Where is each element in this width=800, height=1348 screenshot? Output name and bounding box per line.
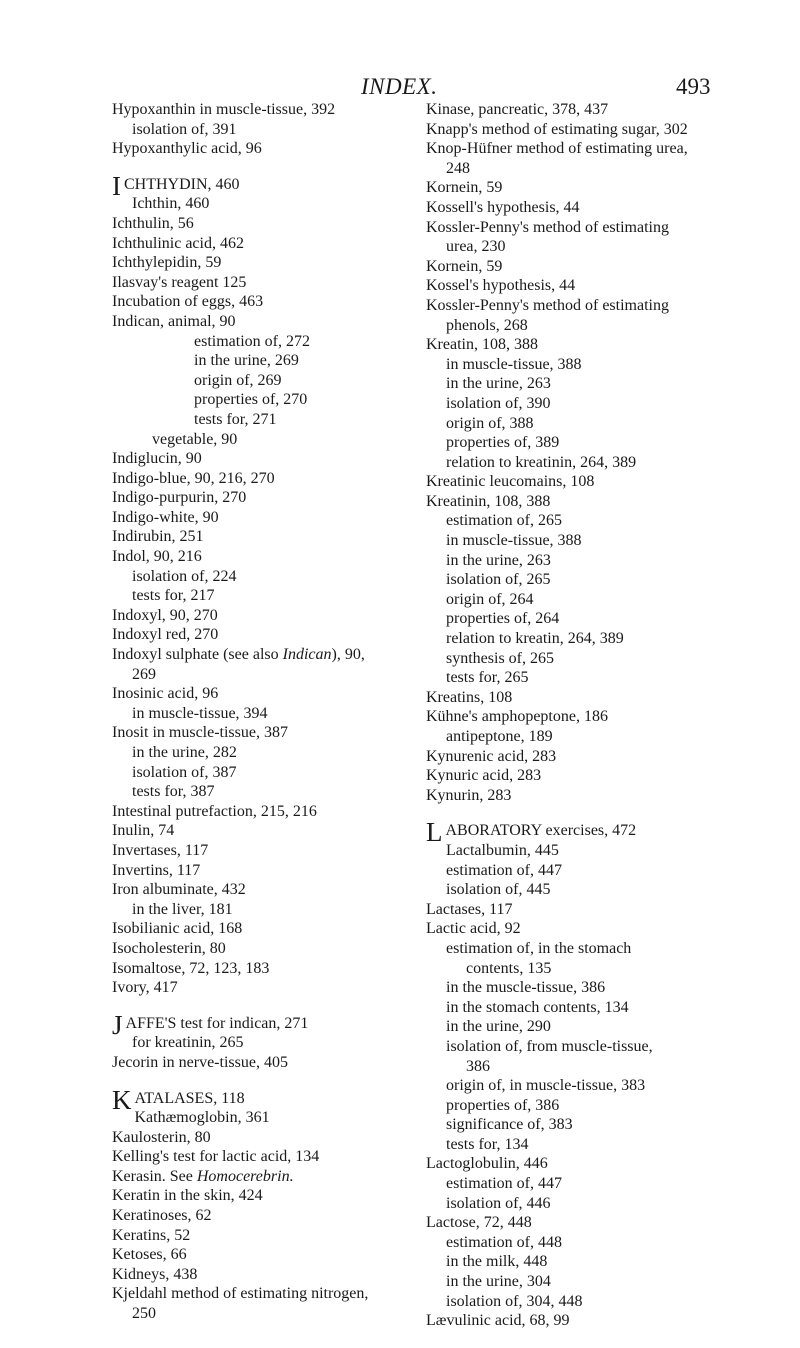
- index-entry: Isocholesterin, 80: [112, 939, 226, 957]
- index-subentry: in the liver, 181: [132, 900, 233, 918]
- index-continuation: 269: [132, 665, 156, 683]
- index-entry: Indigo-blue, 90, 216, 270: [112, 469, 275, 487]
- index-subentry: in the urine, 269: [194, 352, 299, 370]
- index-entry: Indoxyl, 90, 270: [112, 606, 218, 624]
- index-subentry: estimation of, 265: [446, 512, 562, 530]
- index-entry: Ichthulinic acid, 462: [112, 234, 244, 252]
- index-subentry: tests for, 134: [446, 1135, 529, 1153]
- entry-text: Kerasin. See: [112, 1167, 197, 1185]
- index-entry: Invertins, 117: [112, 861, 201, 879]
- index-subentry: in the stomach contents, 134: [446, 998, 629, 1016]
- index-entry: Ichthin, 460: [132, 195, 210, 213]
- index-subentry: in the urine, 263: [446, 375, 551, 393]
- page-number: 493: [676, 74, 711, 99]
- index-subentry: isolation of, 224: [132, 567, 237, 585]
- index-entry: Knapp's method of estimating sugar, 302: [426, 120, 688, 138]
- index-continuation: phenols, 268: [446, 316, 528, 334]
- index-subentry: estimation of, 448: [446, 1233, 562, 1251]
- index-entry: Ichthylepidin, 59: [112, 254, 222, 272]
- index-subentry: tests for, 271: [194, 410, 277, 428]
- index-entry: Keratin in the skin, 424: [112, 1187, 263, 1205]
- index-subentry: isolation of, 390: [446, 394, 551, 412]
- index-subentry: in muscle-tissue, 388: [446, 355, 582, 373]
- index-entry: Kaulosterin, 80: [112, 1128, 211, 1146]
- index-entry: Kelling's test for lactic acid, 134: [112, 1148, 320, 1166]
- index-subentry: vegetable, 90: [152, 430, 238, 448]
- index-entry-indoxyl-sulphate: [112, 645, 430, 665]
- index-subentry: isolation of, from muscle-tissue,: [446, 1037, 653, 1055]
- index-subentry: properties of, 270: [194, 391, 308, 409]
- index-entry: Ilasvay's reagent 125: [112, 273, 247, 291]
- section-gap: [112, 998, 430, 1014]
- index-subentry: in the urine, 263: [446, 551, 551, 569]
- section-gap: [112, 159, 430, 175]
- index-entry: Incubation of eggs, 463: [112, 293, 264, 311]
- index-entry: Ketoses, 66: [112, 1246, 187, 1264]
- index-entry: Lactases, 117: [426, 900, 513, 918]
- index-entry: Inulin, 74: [112, 822, 175, 840]
- index-continuation: 250: [132, 1305, 156, 1323]
- entry-text: Indoxyl sulphate (see also: [112, 646, 283, 664]
- index-subentry: tests for, 265: [446, 669, 529, 687]
- index-subentry: origin of, 388: [446, 414, 534, 432]
- index-entry: Indol, 90, 216: [112, 548, 202, 566]
- index-entry: Jecorin in nerve-tissue, 405: [112, 1053, 288, 1071]
- index-entry: Kossel's hypothesis, 44: [426, 277, 576, 295]
- index-entry: Iron albuminate, 432: [112, 881, 246, 899]
- index-column-left: [112, 100, 430, 1324]
- index-subentry: isolation of, 265: [446, 571, 551, 589]
- index-entry: Isobilianic acid, 168: [112, 920, 243, 938]
- index-entry-kerasin: [112, 1167, 430, 1187]
- index-entry: Indoxyl red, 270: [112, 626, 219, 644]
- drop-cap: I: [112, 170, 121, 201]
- index-subentry: antipeptone, 189: [446, 728, 553, 745]
- index-subentry: relation to kreatinin, 264, 389: [446, 453, 637, 471]
- index-subentry: properties of, 264: [446, 610, 560, 628]
- index-subentry: isolation of, 391: [132, 120, 237, 138]
- index-entry: Kühne's amphopeptone, 186: [426, 708, 608, 726]
- index-entry: Indican, animal, 90: [112, 312, 236, 330]
- index-entry: ABORATORY exercises, 472: [445, 822, 637, 840]
- index-subentry: origin of, 264: [446, 590, 534, 608]
- index-column-right: [426, 100, 746, 1331]
- section-start-k: [112, 1084, 430, 1115]
- index-subentry: properties of, 389: [446, 434, 560, 452]
- index-subentry: isolation of, 446: [446, 1194, 551, 1212]
- index-subentry: in the urine, 282: [132, 744, 237, 761]
- index-entry: ATALASES, 118: [134, 1089, 245, 1107]
- index-entry: Ivory, 417: [112, 979, 178, 997]
- index-entry: Kossler-Penny's method of estimating: [426, 296, 669, 314]
- index-entry: Kynuric acid, 283: [426, 767, 542, 785]
- index-entry: Inosinic acid, 96: [112, 685, 219, 703]
- index-entry: Kreatins, 108: [426, 688, 513, 706]
- section-gap: [426, 805, 746, 821]
- index-entry: Intestinal putrefaction, 215, 216: [112, 802, 317, 820]
- drop-cap: L: [426, 817, 443, 848]
- index-entry: Kornein, 59: [426, 257, 503, 275]
- index-entry: Kidneys, 438: [112, 1265, 198, 1283]
- index-entry: Inosit in muscle-tissue, 387: [112, 724, 288, 742]
- index-continuation: contents, 135: [466, 959, 552, 977]
- index-subentry: in the urine, 304: [446, 1273, 551, 1291]
- index-entry: Ichthulin, 56: [112, 214, 194, 232]
- entry-text: ), 90,: [331, 646, 365, 664]
- index-subentry: in muscle-tissue, 388: [446, 532, 582, 550]
- index-entry: Kreatinic leucomains, 108: [426, 473, 595, 491]
- index-entry: Indirubin, 251: [112, 528, 204, 546]
- index-entry: Kreatin, 108, 388: [426, 336, 538, 354]
- index-subentry: isolation of, 445: [446, 881, 551, 899]
- index-entry: Kynurin, 283: [426, 786, 512, 804]
- index-subentry: estimation of, in the stomach: [446, 939, 632, 957]
- index-entry: Hypoxanthylic acid, 96: [112, 140, 262, 158]
- index-entry: Kynurenic acid, 283: [426, 747, 557, 765]
- index-entry: Lactic acid, 92: [426, 920, 521, 938]
- index-subentry: in muscle-tissue, 394: [132, 704, 268, 722]
- index-subentry: origin of, in muscle-tissue, 383: [446, 1077, 646, 1095]
- cross-reference: Indican: [282, 646, 332, 664]
- index-subentry: in the muscle-tissue, 386: [446, 979, 606, 997]
- section-start-l: [426, 817, 746, 848]
- index-entry: Kinase, pancreatic, 378, 437: [426, 101, 609, 118]
- section-gap: [112, 1073, 430, 1089]
- index-entry: Knop-Hüfner method of estimating urea,: [426, 140, 688, 158]
- index-continuation: 386: [466, 1057, 490, 1075]
- index-entry: Lævulinic acid, 68, 99: [426, 1312, 570, 1330]
- index-subentry: properties of, 386: [446, 1096, 560, 1114]
- index-subentry: in the urine, 290: [446, 1018, 551, 1036]
- index-entry: Lactalbumin, 445: [446, 841, 559, 859]
- index-subentry: tests for, 387: [132, 783, 215, 801]
- cross-reference: Homocerebrin.: [196, 1167, 294, 1185]
- index-subentry: tests for, 217: [132, 587, 215, 605]
- index-subentry: isolation of, 304, 448: [446, 1292, 583, 1310]
- index-entry: Isomaltose, 72, 123, 183: [112, 959, 270, 977]
- index-subentry: in the milk, 448: [446, 1253, 548, 1271]
- index-entry: Kathæmoglobin, 361: [134, 1109, 270, 1127]
- index-entry: Kornein, 59: [426, 179, 503, 197]
- running-head: INDEX.: [361, 74, 438, 99]
- index-subentry: estimation of, 447: [446, 861, 562, 879]
- index-entry: Hypoxanthin in muscle-tissue, 392: [112, 101, 336, 118]
- index-entry: Keratinoses, 62: [112, 1207, 212, 1225]
- index-entry: Indiglucin, 90: [112, 450, 202, 468]
- index-entry: Indigo-purpurin, 270: [112, 489, 247, 507]
- index-continuation: 248: [446, 159, 470, 177]
- index-entry: Indigo-white, 90: [112, 508, 219, 526]
- index-continuation: urea, 230: [446, 238, 506, 256]
- section-start-i: [112, 170, 430, 201]
- index-subentry: isolation of, 387: [132, 763, 237, 781]
- index-entry: Kreatinin, 108, 388: [426, 492, 551, 510]
- index-entry: Lactoglobulin, 446: [426, 1155, 548, 1173]
- index-subentry: for kreatinin, 265: [132, 1034, 244, 1052]
- index-entry: Kjeldahl method of estimating nitrogen,: [112, 1285, 369, 1303]
- index-entry: AFFE'S test for indican, 271: [125, 1014, 309, 1032]
- drop-cap: J: [112, 1009, 123, 1040]
- index-subentry: synthesis of, 265: [446, 649, 554, 667]
- index-entry: Kossler-Penny's method of estimating: [426, 218, 669, 236]
- index-subentry: significance of, 383: [446, 1116, 573, 1134]
- index-entry: Lactose, 72, 448: [426, 1214, 532, 1232]
- index-subentry: relation to kreatin, 264, 389: [446, 630, 624, 648]
- drop-cap: K: [112, 1084, 132, 1115]
- index-entry: Invertases, 117: [112, 841, 209, 859]
- index-entry: Kossell's hypothesis, 44: [426, 198, 580, 216]
- index-entry: Keratins, 52: [112, 1226, 191, 1244]
- index-subentry: estimation of, 272: [194, 332, 310, 350]
- index-subentry: estimation of, 447: [446, 1175, 562, 1193]
- index-entry: CHTHYDIN, 460: [124, 175, 240, 193]
- section-start-j: [112, 1009, 430, 1040]
- index-subentry: origin of, 269: [194, 371, 282, 389]
